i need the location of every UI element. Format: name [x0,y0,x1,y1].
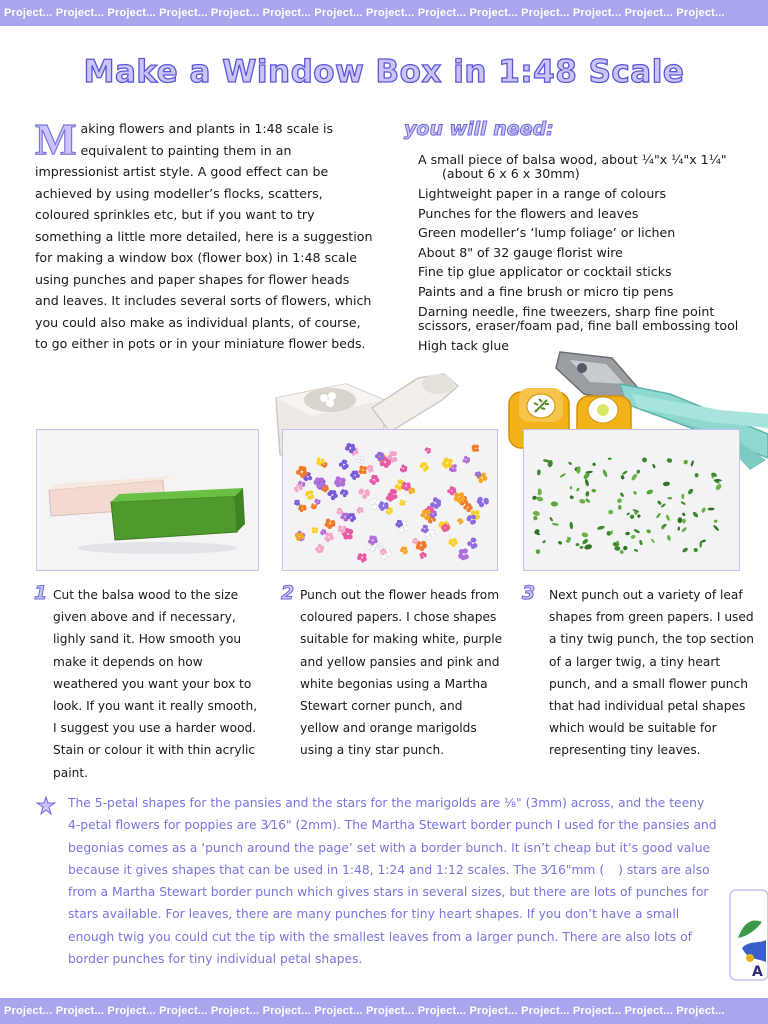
flower-shapes-image [283,430,497,570]
leaf-shapes-image [524,430,739,570]
banner-text-bottom: Project... Project... Project... Project... Project... Project... Project... Project... Project... Project... Project... Project... Project... Project... [4,1005,725,1017]
list-item [418,150,763,184]
list-item [418,302,763,336]
project-book-image [728,888,768,982]
list-item: Green modeller’s ‘lump foliage’ or lichen [418,225,676,241]
list-item: Paints and a fine brush or micro tip pens [418,283,674,299]
needs-item-tools: Darning needle, fine tweezers, sharp fine point [418,303,715,319]
list-item: Lightweight paper in a range of colours [418,186,667,201]
needs-item-balsa: A small piece of balsa wood, about ¼"x ¼"x 1¼" [418,152,727,167]
note-text-4: ( [595,862,605,877]
needs-heading: you will need: [404,118,554,140]
star-icon [36,796,56,816]
note-fraction-2: 3⁄16" [260,818,292,833]
bottom-banner [0,998,768,1024]
top-banner [0,0,768,26]
note-fraction-3: 3⁄16" [540,862,572,877]
step-2-number: 2 [281,582,295,604]
paper-leaf [682,519,686,524]
photo-leaves [523,429,740,571]
tip-note [68,792,718,970]
step-2-text: Punch out the flower heads from coloured papers. I chose shapes suitable for making white, purple and yellow pansies and pink and white begonias using a Martha Stewart corner punch, and yellow and orange marigolds using a tiny star punch. [300,588,503,758]
paper-leaf [681,494,684,500]
needs-list [418,150,763,355]
needs-item-tools-cont: scissors, eraser/foam pad, fine ball embossing tool [418,317,739,333]
note-text-1: The 5-petal shapes for the pansies and the stars for the marigolds are [68,796,505,810]
photo-flowers [282,429,498,571]
svg-text:A: A [752,964,763,980]
list-item: High tack glue [418,337,510,353]
step-1-number: 1 [34,582,48,604]
note-fraction-1: ⅛" [504,796,522,810]
list-item: Fine tip glue applicator or cocktail sticks [418,264,672,280]
step-3-text: Next punch out a variety of leaf shapes from green papers. I used a tiny twig punch, the top section of a larger twig, a tiny heart punch, and a small flower punch that had individual petal shapes which would be suitable for representing tiny leaves. [549,588,755,758]
dropcap: M [35,115,77,164]
note-text-5: ) stars are also from a Martha Stewart border punch which gives stars in several sizes, but there are lots of punches for stars available. For leaves, there are many punches for tiny heart shapes. If you don’t have a small enough twig you could cut the tip with the smallest leaves from a larger punch. There are also lots of border punches for tiny individual petal shapes. [68,862,710,967]
note-text-2: (3mm) across, and the teeny 4-petal flowers for poppies are [68,796,705,833]
list-item: Punches for the flowers and leaves [418,205,639,221]
page-title: Make a Window Box in 1:48 Scale [83,54,685,90]
photo-balsa [36,429,259,571]
balsa-wood-image [37,430,258,570]
step-1-text: Cut the balsa wood to the size given above and if necessary, lighly sand it. How smooth you make it depends on how weathered you want your box to look. If you want it really smooth, I suggest you use a harder wood. Stain or colour it with thin acrylic paint. [53,588,258,780]
note-text-3: (2mm). The Martha Stewart border punch I used for the pansies and begonias comes as a ‘punch around the page’ set with a border bunch. It isn’t cheap but it’s good value because it gives shapes that can be used in 1:48, 1:24 and 1:12 scales. The [68,818,717,877]
list-item: About 8" of 32 gauge florist wire [418,244,623,260]
step-3-number: 3 [522,582,536,604]
note-text-4b: mm [571,862,596,877]
needs-item-balsa-metric: (about 6 x 6 x 30mm) [442,166,580,181]
intro-paragraph [35,115,375,355]
intro-text: aking flowers and plants in 1:48 scale is equivalent to painting them in an impressionist artist style. A good effect can be achieved by using modeller’s flocks, scatters, coloured sprinkles etc, but if you want to try something a little more detailed, here is a suggestion for making a window box (flower box) in 1:48 scale using punches and paper shapes for flower heads and leaves. It includes several sorts of flowers, which you could also make as individual plants, of course, to go either in pots or in your miniature flower beds. [35,121,373,351]
banner-text: Project... Project... Project... Project... Project... Project... Project... Project... Project... Project... Project... Project... Project... Project... [4,7,725,19]
